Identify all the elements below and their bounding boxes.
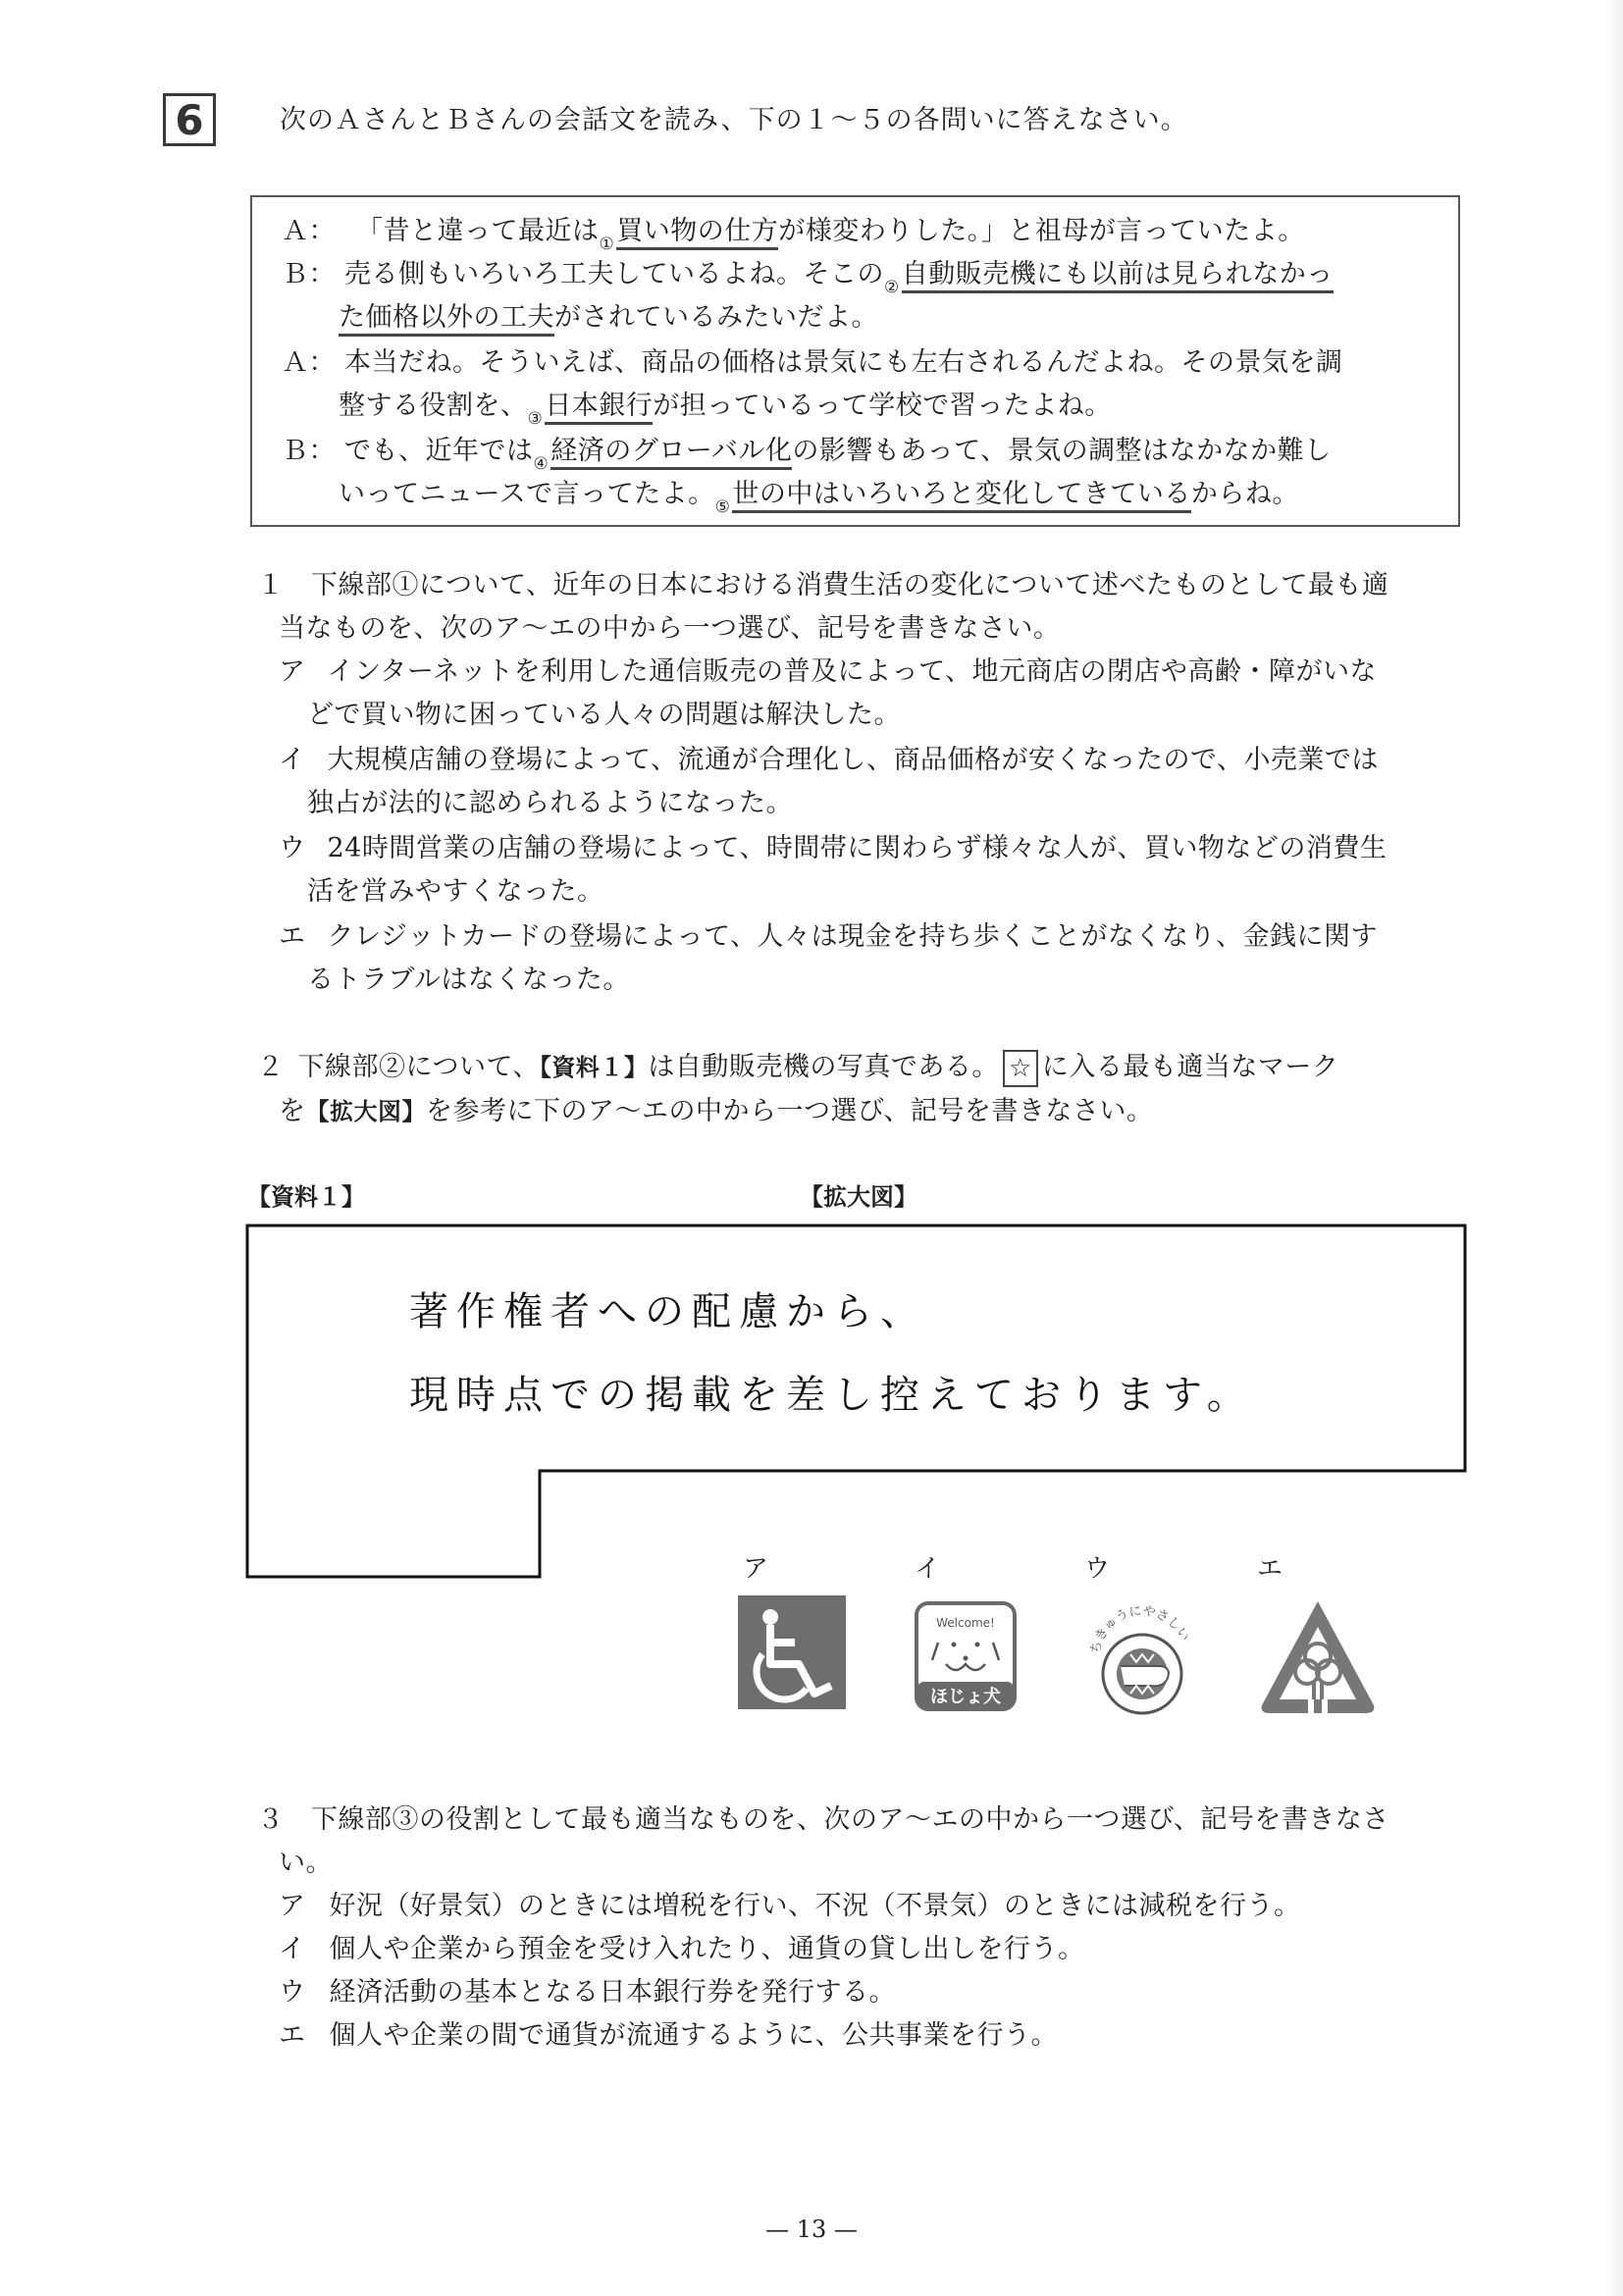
dialog-text: 本当だね。そういえば、商品の価格は景気にも左右されるんだよね。その景気を調: [344, 347, 1343, 378]
option-text: 経済活動の基本となる日本銀行券を発行する。: [329, 1977, 896, 2008]
dialog-line: [282, 340, 1343, 379]
option-a: [279, 1884, 1301, 1922]
copyright-notice-line-1: 著作権者への配慮から、: [409, 1289, 927, 1334]
option-u: [279, 826, 1387, 864]
option-text: 独占が法的に認められるようになった。: [307, 788, 793, 818]
dialog-text: が担っているって学校で習ったよね。: [653, 391, 1112, 421]
option-text: 個人や企業の間で通貨が流通するように、公共事業を行う。: [329, 2020, 1058, 2051]
dialog-line: [339, 384, 1112, 429]
mark-label-e: エ: [1257, 1554, 1283, 1584]
mark-label-a: ア: [743, 1554, 769, 1584]
question-text-part: 下線部②について、: [297, 1052, 540, 1082]
page-number: — 13 —: [765, 2216, 858, 2243]
underline-marker: ④: [533, 454, 550, 474]
dialog-text: 「昔と違って最近は: [356, 216, 600, 246]
option-text: 個人や企業から預金を受け入れたり、通貨の貸し出しを行う。: [329, 1934, 1085, 1964]
option-i: [279, 738, 1379, 776]
option-a: [279, 650, 1377, 688]
underline-marker: ②: [884, 278, 900, 297]
underlined-phrase: 経済のグローバル化: [550, 436, 792, 470]
question-text-part: を: [279, 1096, 306, 1126]
scan-edge-shadow: [1605, 0, 1623, 2296]
option-label: ア: [279, 656, 306, 687]
mark-label-i: イ: [915, 1554, 941, 1584]
option-text: どで買い物に困っている人々の問題は解決した。: [307, 700, 901, 730]
star-blank-box: [1003, 1050, 1038, 1087]
dialog-text: の影響もあって、景気の調整はなかなか難し: [792, 436, 1332, 466]
option-label: ウ: [279, 1977, 306, 2008]
dialog-text: が様変わりした。」と祖母が言っていたよ。: [778, 216, 1305, 246]
option-label: エ: [279, 921, 306, 952]
option-text: るトラブルはなくなった。: [307, 965, 630, 995]
option-text: クレジットカードの登場によって、人々は現金を持ち歩くことがなくなり、金銭に関す: [327, 921, 1378, 952]
option-i: [279, 1927, 1085, 1965]
question-number: 6: [175, 95, 204, 144]
forest-tree-triangle-mark-icon: [1258, 1597, 1378, 1719]
dialog-line: [339, 472, 1299, 517]
question-number-box: [163, 93, 216, 146]
question-text-part: を参考に下のア～エの中から一つ選び、記号を書きなさい。: [426, 1096, 1154, 1126]
dialog-box: [250, 195, 1460, 527]
question-text: １ 下線部①について、近年の日本における消費生活の変化について述べたものとして最も適: [257, 570, 1389, 600]
zoom-figure-label: 【拡大図】: [800, 1183, 917, 1211]
option-text: 大規模店舗の登場によって、流通が合理化し、商品価格が安くなったので、小売業では: [327, 745, 1379, 775]
svg-text:Welcome!: Welcome!: [936, 1616, 995, 1630]
underline-marker: ⑤: [714, 497, 731, 517]
assistance-dog-welcome-icon: [915, 1601, 1017, 1711]
dialog-text: がされているみたいだよ。: [554, 302, 878, 333]
option-label: イ: [279, 1934, 306, 1964]
dialog-line: [282, 252, 1334, 297]
dialog-text: からね。: [1190, 479, 1299, 509]
question-text: [279, 1089, 1153, 1127]
option-text: 活を営みやすくなった。: [307, 876, 604, 907]
question-text: い。: [279, 1848, 333, 1878]
question-text-part: は自動販売機の写真である。: [648, 1052, 999, 1082]
material-reference: 【資料１】: [539, 1054, 649, 1081]
option-label: イ: [279, 745, 306, 775]
question-text: 当なものを、次のア～エの中から一つ選び、記号を書きなさい。: [279, 613, 1061, 644]
svg-text:ほじょ犬: ほじょ犬: [930, 1687, 1001, 1707]
option-e: [279, 914, 1378, 953]
underlined-phrase: 自動販売機にも以前は見られなかっ: [902, 259, 1334, 293]
eco-mark-earth-friendly-icon: [1081, 1597, 1201, 1719]
underlined-phrase: 日本銀行: [545, 391, 653, 425]
star-icon: ☆: [1009, 1053, 1032, 1083]
option-label: ア: [279, 1891, 306, 1921]
dialog-line: [282, 209, 1305, 254]
question-text: ３ 下線部③の役割として最も適当なものを、次のア～エの中から一つ選び、記号を書きなさ: [257, 1804, 1389, 1835]
dialog-text: でも、近年では: [344, 436, 534, 466]
question-text-part: に入る最も適当なマーク: [1041, 1052, 1339, 1082]
underlined-phrase: 世の中はいろいろと変化してきている: [732, 479, 1191, 513]
option-text: 好況（好景気）のときには増税を行い、不況（不景気）のときには減税を行う。: [329, 1891, 1301, 1921]
copyright-notice-line-2: 現時点での掲載を差し控えております。: [409, 1373, 1254, 1418]
wheelchair-accessibility-icon: [738, 1595, 846, 1709]
speaker-label: Ｂ：: [282, 436, 336, 466]
svg-text:ちきゅうにやさしい: ちきゅうにやさしい: [1088, 1603, 1192, 1655]
dialog-text: 売る側もいろいろ工夫しているよね。そこの: [344, 259, 884, 289]
option-label: ウ: [279, 833, 306, 863]
question-text: [257, 1045, 1338, 1087]
option-e: [279, 2013, 1058, 2052]
underline-marker: ①: [599, 235, 615, 254]
zoom-reference: 【拡大図】: [305, 1098, 426, 1125]
option-text: 24時間営業の店舗の登場によって、時間帯に関わらず様々な人が、買い物などの消費生: [327, 833, 1387, 863]
underlined-phrase: 買い物の仕方: [616, 216, 778, 250]
speaker-label: Ａ：: [282, 216, 336, 246]
option-text: インターネットを利用した通信販売の普及によって、地元商店の閉店や高齢・障がいな: [327, 656, 1378, 687]
option-label: エ: [279, 2020, 306, 2051]
dialog-text: 整する役割を、: [339, 391, 528, 421]
dialog-line: [282, 429, 1332, 474]
mark-label-u: ウ: [1084, 1554, 1111, 1584]
dialog-line: [339, 295, 878, 334]
speaker-label: Ａ：: [282, 347, 336, 378]
option-u: [279, 1970, 896, 2009]
speaker-label: Ｂ：: [282, 259, 336, 289]
underline-marker: ③: [527, 409, 544, 429]
underlined-phrase: た価格以外の工夫: [339, 302, 554, 337]
material-1-label: 【資料１】: [247, 1183, 365, 1211]
question-num: ２: [257, 1052, 285, 1082]
question-intro: 次のＡさんとＢさんの会話文を読み、下の１～５の各問いに答えなさい。: [280, 105, 1188, 135]
dialog-text: いってニュースで言ってたよ。: [339, 479, 715, 509]
